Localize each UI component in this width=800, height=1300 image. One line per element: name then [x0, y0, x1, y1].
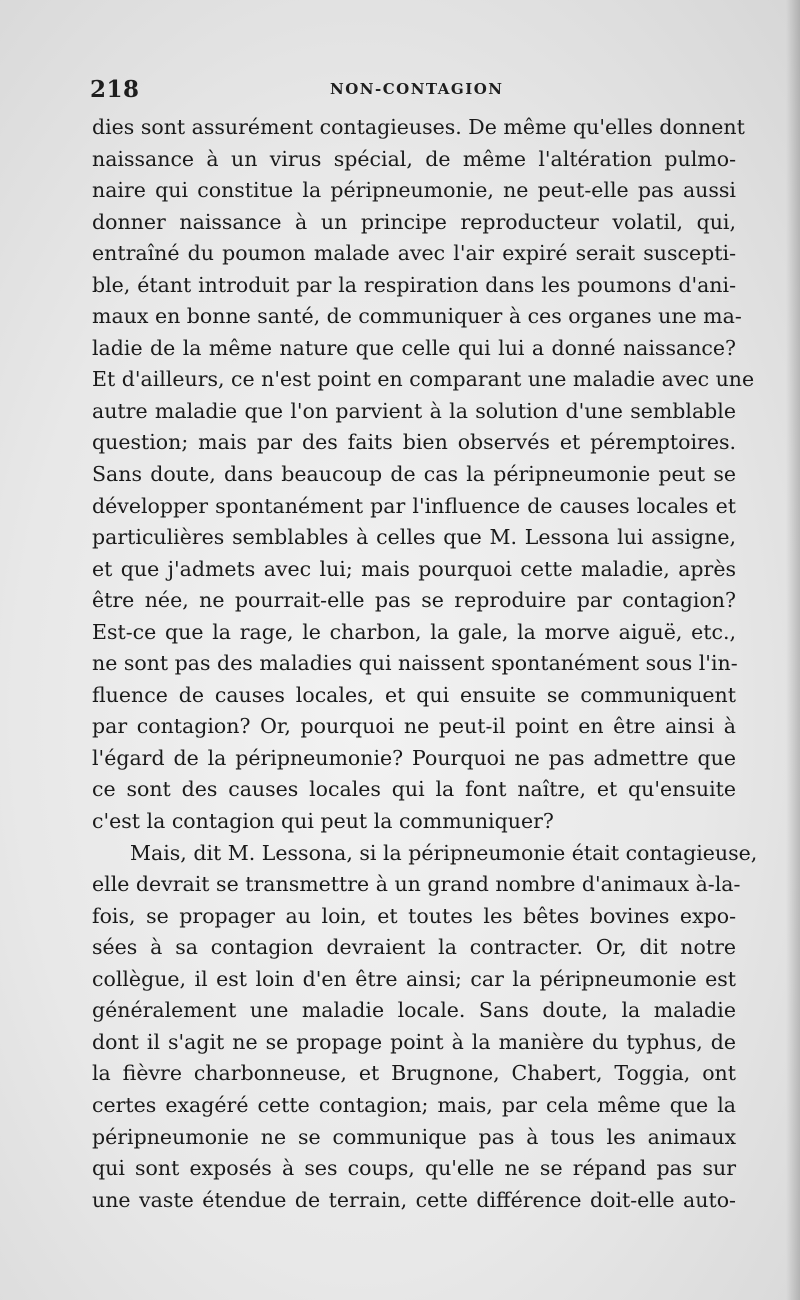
running-head — [90, 76, 730, 104]
running-title: NON-CONTAGION — [330, 80, 504, 98]
text-line: donner naissance à un principe reproducteur volatil, qui, — [92, 209, 736, 234]
text-line: ladie de la même nature que celle qui lui a donné naissance? — [92, 335, 736, 360]
body-text — [92, 112, 758, 1216]
text-line: développer spontanément par l'influence de causes locales et — [92, 493, 736, 518]
text-line: naissance à un virus spécial, de même l'altération pulmo- — [92, 146, 736, 171]
text-line: fois, se propager au loin, et toutes les bêtes bovines expo- — [92, 903, 736, 928]
text-line: certes exagéré cette contagion; mais, par cela même que la — [92, 1092, 736, 1117]
text-line: Sans doute, dans beaucoup de cas la péripneumonie peut se — [92, 462, 736, 487]
text-line: dies sont assurément contagieuses. De même qu'elles donnent — [92, 115, 745, 139]
text-line: naire qui constitue la péripneumonie, ne peut-elle pas aussi — [92, 178, 736, 203]
page-edge-shadow — [786, 0, 800, 1300]
text-line: Mais, dit M. Lessona, si la péripneumonie était contagieuse, — [130, 840, 758, 865]
text-line: et que j'admets avec lui; mais pourquoi cette maladie, après — [92, 556, 736, 581]
text-line: péripneumonie ne se communique pas à tous les animaux — [92, 1124, 736, 1149]
text-line: elle devrait se transmettre à un grand nombre d'animaux à-la- — [92, 872, 741, 897]
text-line: fluence de causes locales, et qui ensuite se communiquent — [92, 682, 736, 707]
text-line: ble, étant introduit par la respiration dans les poumons d'ani- — [92, 272, 736, 297]
text-line: ne sont pas des maladies qui naissent spontanément sous l'in- — [92, 651, 738, 676]
text-line: sées à sa contagion devraient la contracter. Or, dit notre — [92, 935, 736, 960]
text-line: maux en bonne santé, de communiquer à ces organes une ma- — [92, 304, 742, 329]
text-line: collègue, il est loin d'en être ainsi; car la péripneumonie est — [92, 966, 736, 991]
text-line: ce sont des causes locales qui la font naître, et qu'ensuite — [92, 777, 736, 802]
text-line: être née, ne pourrait-elle pas se reproduire par contagion? — [92, 588, 736, 613]
text-line: qui sont exposés à ses coups, qu'elle ne se répand pas sur — [92, 1156, 736, 1181]
text-line: l'égard de la péripneumonie? Pourquoi ne pas admettre que — [92, 745, 736, 770]
text-line: autre maladie que l'on parvient à la solution d'une semblable — [92, 398, 736, 423]
text-line: Et d'ailleurs, ce n'est point en comparant une maladie avec une — [92, 367, 755, 392]
text-line: une vaste étendue de terrain, cette différence doit-elle auto- — [92, 1187, 736, 1212]
text-line: question; mais par des faits bien observés et péremptoires. — [92, 430, 736, 455]
text-line: dont il s'agit ne se propage point à la manière du typhus, de — [92, 1029, 736, 1054]
text-line: généralement une maladie locale. Sans doute, la maladie — [92, 998, 736, 1023]
text-line: la fièvre charbonneuse, et Brugnone, Chabert, Toggia, ont — [92, 1061, 736, 1086]
text-line: particulières semblables à celles que M. Lessona lui assigne, — [92, 525, 736, 550]
text-line: entraîné du poumon malade avec l'air expiré serait suscepti- — [92, 241, 736, 266]
text-line: Est-ce que la rage, le charbon, la gale, la morve aiguë, etc., — [92, 619, 736, 644]
text-line: par contagion? Or, pourquoi ne peut-il point en être ainsi à — [92, 714, 736, 739]
page-number: 218 — [90, 76, 140, 103]
text-line: c'est la contagion qui peut la communiquer? — [92, 809, 554, 834]
